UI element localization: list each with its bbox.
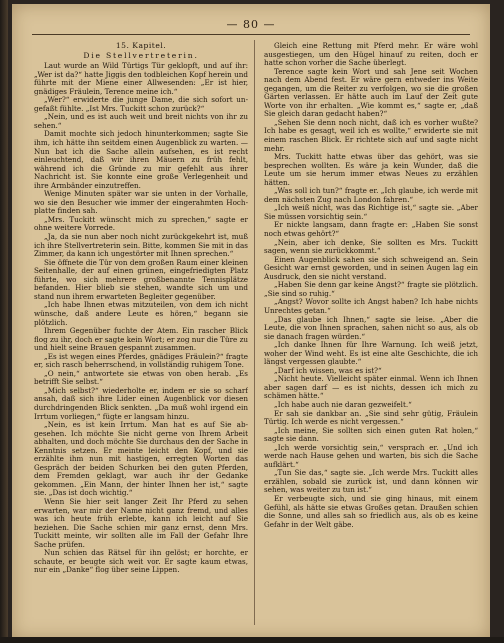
paragraph: Terence sagte kein Wort und sah Jene seit Wochen nach dem Abend fest. Er wäre gern entweder ins Weite gegangen, um die Reiter zu verfolgen, wo sie die großen Gärten verlassen. Er hätte auch im Lauf der Zeit gute Worte von ihr erhalten. „Wie kommt es,“ sagte er, „daß Sie gleich daran gedacht haben?“ xyxy=(264,66,478,119)
column-divider xyxy=(254,40,255,625)
paragraph: „Mich selbst?“ wiederholte er, indem er sie so scharf ansah, daß sich ihre Lider einen Augenblick vor diesen durchdringenden Blick senkten. „Da muß wohl irgend ein Irrtum vorliegen,“ fügte er langsam hinzu. xyxy=(34,385,248,421)
paragraph: Er sah sie dankbar an. „Sie sind sehr gütig, Fräulein Türtig. Ich werde es nicht vergessen.“ xyxy=(264,408,478,427)
paragraph: „Ich habe auch nie daran gezweifelt.“ xyxy=(274,399,412,409)
paragraph: „Nein, es ist kein Irrtum. Man hat es auf Sie abgesehen. Ich möchte Sie nicht gerne von Ihrem Arbeit abhalten, und doch möchte Sie durchaus den der Sache in Kenntnis setzen. Er meinte leicht den Kopf, und sie erzählte ihm nun mit hastigen, erregten Worten das Gespräch der beiden Schurken bei den guten Pferden, dem Fremden geklagt, war auch ihr der Gedanke gekommen. „Ein Mann, der hinter Ihnen her ist,“ sagte sie. „Das ist doch wichtig.“ xyxy=(34,420,248,498)
paragraph: „Das glaube ich Ihnen,“ sagte sie leise. „Aber die Leute, die von Ihnen sprachen, sahen nicht so aus, als ob sie danach fragen würden.“ xyxy=(264,314,478,341)
chapter-title: Die Stellvertreterin. xyxy=(83,50,199,60)
paragraph: Mrs. Tuckitt hatte etwas über das gehört, was sie besprechen wollten. Es wäre ja kein Wunder, daß die Leute um sie herum immer etwas Neues zu erzählen hätten. xyxy=(264,152,478,187)
paragraph: „Sehen Sie denn noch nicht, daß ich es vorher wußte? Ich habe es gesagt, weil ich es wollte,“ erwiderte sie mit einem raschen Blick. Er richtete sich auf und sagte nicht mehr. xyxy=(264,117,478,153)
paragraph: Wenige Minuten später war sie unten in der Vorhalle, wo sie den Besucher wie immer der eingerahmten Hochplatte finden sah. xyxy=(34,189,248,216)
paragraph: Einen Augenblick sahen sie sich schweigend an. Sein Gesicht war ernst geworden, und in seinen Augen lag ein Ausdruck, den sie nicht verstand. xyxy=(264,254,478,281)
paragraph: Er verbeugte sich, und sie ging hinaus, mit einem Gefühl, als hätte sie etwas Großes getan. Draußen schien die Sonne, und alles sah so friedlich aus, als ob es keine Gefahr in der Welt gäbe. xyxy=(264,493,478,529)
book-binding-edge xyxy=(0,0,8,643)
paragraph: Sie öffnete die Tür von dem großen Raum einer kleinen Seitenhalle, der auf einen grünen, eingefriedigten Platz führte, wo sich mehrere großbenannte Tennisplätze befanden. Hier blieb sie stehen, wandte sich um und stand nun ihrem erwarteten Begleiter gegenüber. xyxy=(34,257,248,301)
paragraph: Wenn Sie hier seit langer Zeit Ihr Pferd zu sehen erwarten, war mir der Name nicht ganz fremd, und alles was ich heute früh erlebte, kann ich leicht auf Sie beziehen. Die Sache schien mir ganz ernst, denn Mrs. Tuckitt meinte, wir sollten alle im Fall der Gefahr Ihre Sache prüfen. xyxy=(34,496,248,549)
paragraph: „Darf ich wissen, was es ist?“ xyxy=(274,365,382,375)
right-paragraphs xyxy=(264,42,478,529)
paragraph: „Tun Sie das,“ sagte sie. „Ich werde Mrs. Tuckitt alles erzählen, sobald sie zurück ist, und dann können wir sehen, was weiter zu tun ist.“ xyxy=(264,468,478,495)
paragraph: „O nein,“ antwortete sie etwas von oben herab. „Es betrifft Sie selbst.“ xyxy=(34,368,248,387)
paragraph: „Was soll ich tun?“ fragte er. „Ich glaube, ich werde mit dem nächsten Zug nach London fahren.“ xyxy=(264,186,478,204)
paragraph: „Wer?“ erwiderte die junge Dame, die sich sofort ungefaßt fühlte. „Ist Mrs. Tuckitt schon zurück?“ xyxy=(34,95,248,113)
paragraph: Ihrem Gegenüber fuchte der Atem. Ein rascher Blick flog zu ihr, doch er sagte kein Wort; er zog nur die Türe zu und hielt seine Brauen gespannt zusammen. xyxy=(34,326,248,353)
paragraph: „Haben Sie denn gar keine Angst?“ fragte sie plötzlich. „Sie sind so ruhig.“ xyxy=(264,280,478,298)
paragraph: „Nein, und es ist auch weit und breit nichts von ihr zu sehen.“ xyxy=(34,112,248,130)
left-column xyxy=(34,42,248,625)
book-page xyxy=(12,4,490,639)
paragraph: „Ich danke Ihnen für Ihre Warnung. Ich weiß jetzt, woher der Wind weht. Es ist eine alte Geschichte, die ich längst vergessen glaubte.“ xyxy=(264,340,478,367)
header-rule xyxy=(32,34,470,35)
paragraph: „Ich weiß nicht, was das Richtige ist,“ sagte sie. „Aber Sie müssen vorsichtig sein.“ xyxy=(264,203,478,221)
paragraph: „Ich werde vorsichtig sein,“ versprach er. „Und ich werde nach Hause gehen und warten, bis sich die Sache aufklärt.“ xyxy=(264,442,478,469)
paragraph: „Angst? Wovor sollte ich Angst haben? Ich habe nichts Unrechtes getan.“ xyxy=(264,297,478,315)
page-bottom-edge xyxy=(0,637,504,643)
paragraph: „Ich meine, Sie sollten sich einen guten Rat holen,“ sagte sie dann. xyxy=(264,425,478,444)
chapter-number: 15. Kapitel. xyxy=(115,42,167,50)
paragraph: Laut wurde an Wild Türtigs Tür geklopft, und auf ihr: „Wer ist da?“ hatte Jiggis den todbleichen Kopf herein und führte mit der Miene einer Allwesenden: „Er ist hier, gnädiges Fräulein, Terence meine ich.“ xyxy=(34,61,248,96)
paragraph: Gleich eine Rettung mit Pferd mehr. Er wäre wohl ausgestiegen, um den Hügel hinauf zu reiten, doch er hatte schon vorher die Sache überlegt. xyxy=(264,42,478,68)
paragraph: „Ich habe Ihnen etwas mitzuteilen, von dem ich nicht wünsche, daß andere Leute es hören,“ begann sie plötzlich. xyxy=(34,300,248,327)
paragraph: „Mrs. Tuckitt wünscht mich zu sprechen,“ sagte er ohne weitere Vorrede. xyxy=(34,214,248,233)
paragraph: Nun schien das Rätsel für ihn gelöst; er horchte, er schaute, er beugte sich weit vor. Er sagte kaum etwas, nur ein „Danke“ flog über seine Lippen. xyxy=(34,548,248,575)
paragraph: „Es ist wegen eines Pferdes, gnädiges Fräulein?“ fragte er, sich rasch beherrschend, in vollständig ruhigem Tone. xyxy=(34,351,248,370)
paragraph: „Ja, da sie nun aber noch nicht zurückgekehrt ist, muß ich ihre Stellvertreterin sein. Bitte, kommen Sie mit in das Zimmer, da kann ich ungestörter mit Ihnen sprechen.“ xyxy=(34,232,248,259)
paragraph: „Nicht heute. Vielleicht später einmal. Wenn ich Ihnen aber sagen darf — es ist nichts, dessen ich mich zu schämen hätte.“ xyxy=(264,374,478,401)
left-paragraphs xyxy=(34,62,248,575)
right-column xyxy=(264,42,478,625)
paragraph: Er nickte langsam, dann fragte er: „Haben Sie sonst noch etwas gehört?“ xyxy=(264,220,478,239)
page-number: — 80 — xyxy=(226,18,276,31)
paragraph: „Nein, aber ich denke, Sie sollten es Mrs. Tuckitt sagen, wenn sie zurückkommt.“ xyxy=(264,237,478,256)
paragraph: Damit mochte sich jedoch hinunterkommen; sagte Sie ihm, ich hätte ihn seitdem einen Augenblick zu warten. — Nun bat ich die Sache allein aufsehen, es ist recht einleuchtend, daß wir ihren Mäuern zu früh fehlt, während ich die Gründe zu mir gefehlt aus ihrer Nachricht ist. Sie konnte eine große Verlegenheit und ihre Armbänder einzutreffen. xyxy=(34,129,248,190)
